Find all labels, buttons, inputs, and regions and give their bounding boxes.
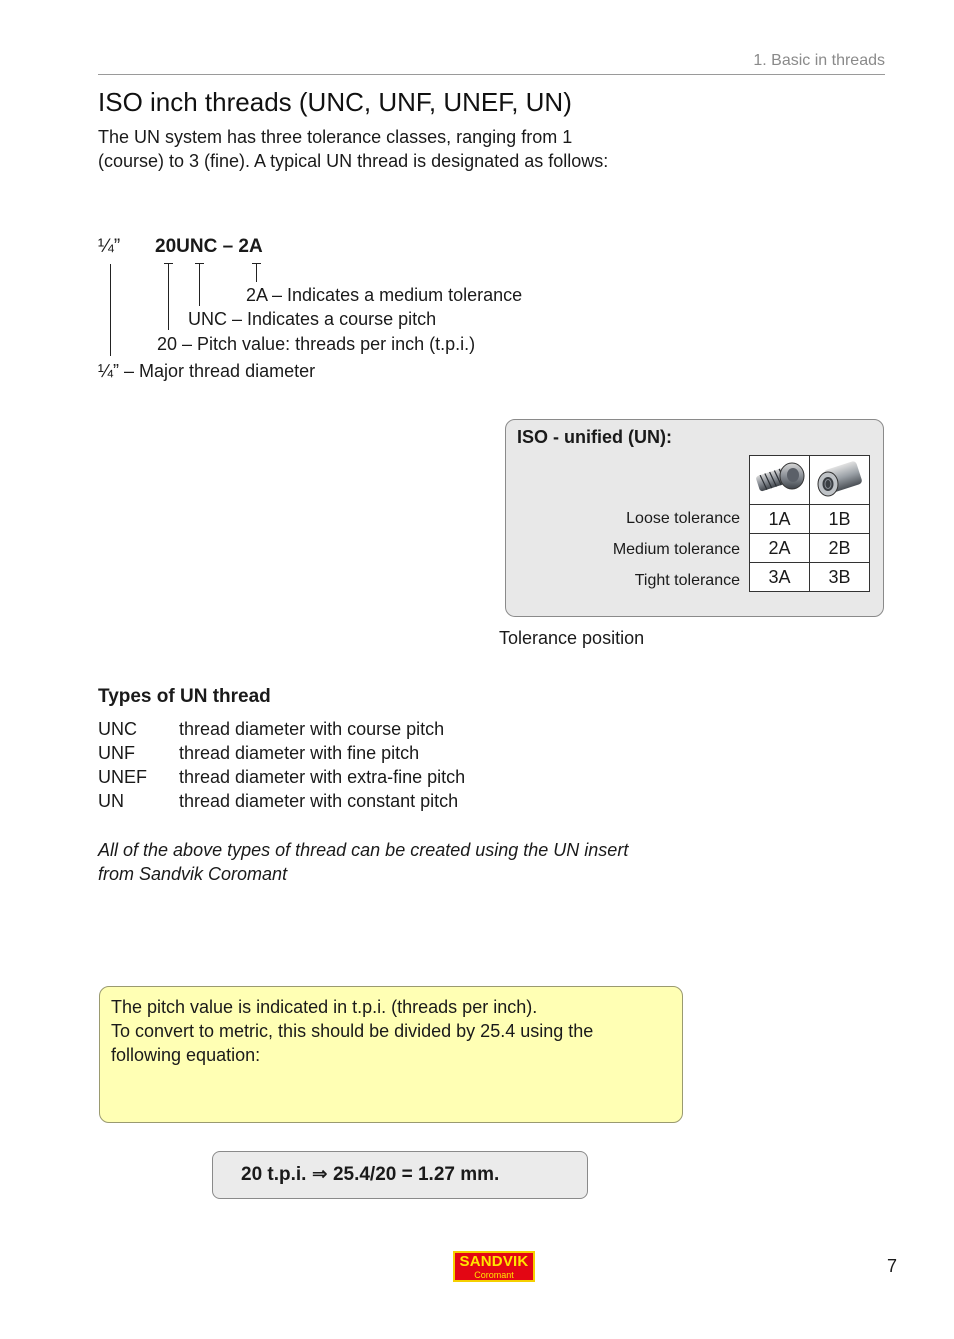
row-label-loose: Loose tolerance bbox=[626, 510, 740, 527]
iso-unified-title: ISO - unified (UN): bbox=[517, 427, 672, 447]
thread-abbr: UN bbox=[98, 791, 124, 811]
list-item bbox=[98, 765, 465, 789]
tolerance-caption: Tolerance position bbox=[499, 628, 645, 648]
sandvik-logo bbox=[453, 1251, 535, 1282]
legend-tolerance: 2A – Indicates a medium tolerance bbox=[246, 285, 523, 305]
bracket-line-pitch bbox=[168, 264, 169, 330]
bracket-tick bbox=[252, 263, 261, 264]
tolerance-cell: 3B bbox=[810, 563, 870, 592]
types-list bbox=[98, 717, 465, 813]
legend-pitch: 20 – Pitch value: threads per inch (t.p.i.) bbox=[157, 334, 476, 354]
thread-desc: thread diameter with course pitch bbox=[179, 719, 445, 739]
bracket-line-tolerance bbox=[256, 264, 257, 282]
pitch-line: The pitch value is indicated in t.p.i. (threads per inch). bbox=[111, 997, 538, 1017]
header-divider bbox=[98, 74, 885, 75]
bracket-tick bbox=[195, 263, 204, 264]
page-title: ISO inch threads (UNC, UNF, UNEF, UN) bbox=[98, 87, 572, 117]
designation-fraction: ¼” bbox=[98, 236, 121, 257]
tolerance-table bbox=[749, 455, 870, 592]
bracket-line-diameter bbox=[110, 264, 111, 356]
note-line: from Sandvik Coromant bbox=[98, 864, 288, 884]
logo-sub: Coromant bbox=[474, 1270, 514, 1280]
logo-main: SANDVIK bbox=[459, 1253, 529, 1270]
row-label-medium: Medium tolerance bbox=[612, 541, 740, 558]
types-heading: Types of UN thread bbox=[98, 686, 271, 707]
note-line: All of the above types of thread can be created using the UN insert bbox=[98, 840, 629, 860]
equation-text: 20 t.p.i. ⇒ 25.4/20 = 1.27 mm. bbox=[241, 1164, 500, 1185]
pitch-line: following equation: bbox=[111, 1045, 261, 1065]
thread-desc: thread diameter with fine pitch bbox=[179, 743, 420, 763]
intro-line: The UN system has three tolerance classes, ranging from 1 bbox=[98, 127, 573, 147]
bracket-line-series bbox=[199, 264, 200, 306]
nut-icon bbox=[812, 457, 868, 499]
intro-paragraph bbox=[98, 125, 678, 173]
internal-thread-header bbox=[810, 456, 870, 505]
list-item bbox=[98, 741, 465, 765]
legend-series: UNC – Indicates a course pitch bbox=[188, 309, 437, 329]
insert-note bbox=[98, 838, 698, 886]
designation-code: 20UNC – 2A bbox=[155, 236, 263, 257]
tolerance-cell: 2A bbox=[750, 534, 810, 563]
page-number: 7 bbox=[887, 1256, 898, 1276]
intro-line: (course) to 3 (fine). A typical UN thread is designated as follows: bbox=[98, 151, 609, 171]
thread-desc: thread diameter with constant pitch bbox=[179, 791, 459, 811]
tolerance-cell: 3A bbox=[750, 563, 810, 592]
list-item bbox=[98, 717, 465, 741]
thread-abbr: UNC bbox=[98, 719, 137, 739]
pitch-line: To convert to metric, this should be divided by 25.4 using the bbox=[111, 1021, 594, 1041]
row-label-tight: Tight tolerance bbox=[634, 572, 740, 589]
thread-abbr: UNEF bbox=[98, 767, 147, 787]
tolerance-cell: 2B bbox=[810, 534, 870, 563]
bolt-icon bbox=[752, 457, 808, 499]
list-item bbox=[98, 789, 465, 813]
external-thread-header bbox=[750, 456, 810, 505]
section-header: 1. Basic in threads bbox=[753, 52, 885, 69]
pitch-info-text bbox=[111, 995, 593, 1067]
tolerance-cell: 1A bbox=[750, 505, 810, 534]
thread-abbr: UNF bbox=[98, 743, 135, 763]
legend-diameter: ¼” – Major thread diameter bbox=[98, 361, 316, 381]
bracket-tick bbox=[164, 263, 173, 264]
thread-desc: thread diameter with extra-fine pitch bbox=[179, 767, 466, 787]
tolerance-cell: 1B bbox=[810, 505, 870, 534]
